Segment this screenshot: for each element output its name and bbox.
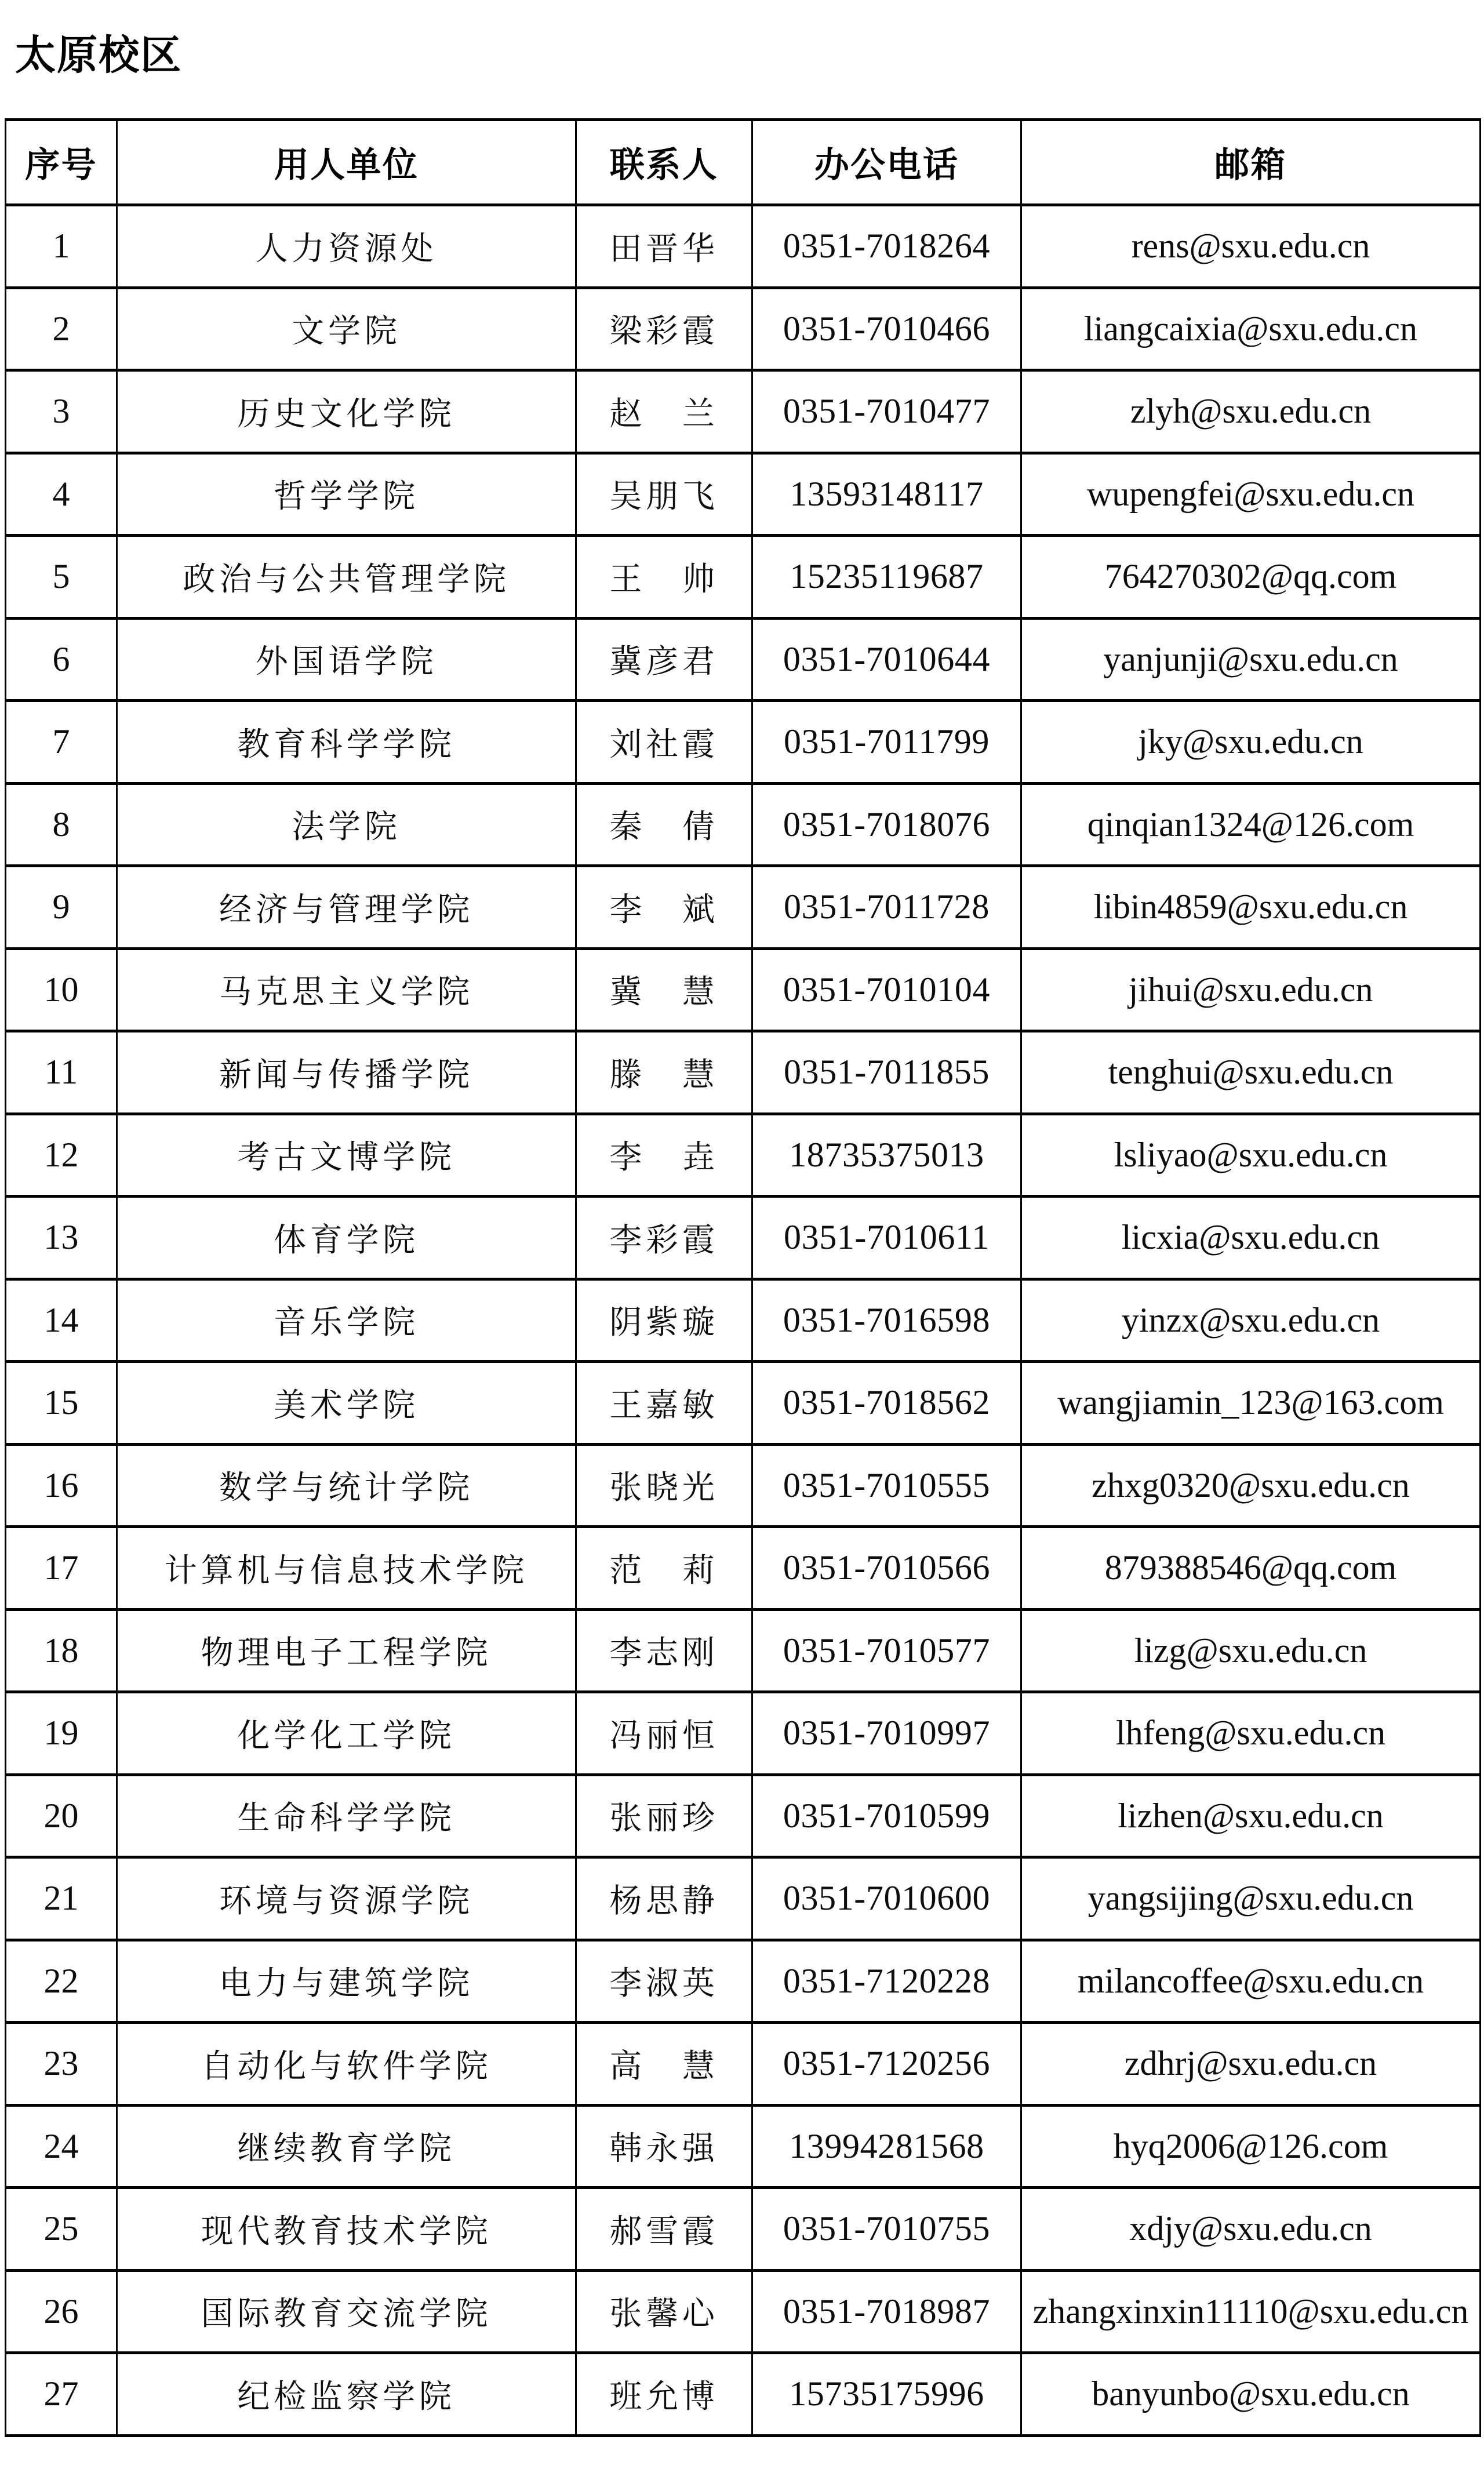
cell-index: 6 xyxy=(6,618,117,701)
cell-contact: 张丽珍 xyxy=(576,1775,752,1857)
cell-phone: 0351-7010644 xyxy=(752,618,1021,701)
cell-email: libin4859@sxu.edu.cn xyxy=(1021,866,1481,949)
cell-index: 17 xyxy=(6,1527,117,1610)
cell-contact: 田晋华 xyxy=(576,205,752,288)
cell-index: 13 xyxy=(6,1197,117,1279)
cell-index: 12 xyxy=(6,1114,117,1197)
cell-phone: 0351-7010566 xyxy=(752,1527,1021,1610)
table-row xyxy=(6,288,1481,370)
cell-unit: 新闻与传播学院 xyxy=(117,1031,576,1114)
cell-email: tenghui@sxu.edu.cn xyxy=(1021,1031,1481,1114)
cell-index: 27 xyxy=(6,2353,117,2436)
cell-index: 15 xyxy=(6,1362,117,1445)
cell-unit: 音乐学院 xyxy=(117,1279,576,1362)
cell-contact: 王 帅 xyxy=(576,536,752,619)
cell-email: hyq2006@126.com xyxy=(1021,2105,1481,2188)
cell-index: 5 xyxy=(6,536,117,619)
cell-phone: 0351-7010577 xyxy=(752,1609,1021,1692)
cell-phone: 13593148117 xyxy=(752,453,1021,536)
cell-index: 26 xyxy=(6,2270,117,2353)
cell-index: 18 xyxy=(6,1609,117,1692)
cell-email: yinzx@sxu.edu.cn xyxy=(1021,1279,1481,1362)
table-body xyxy=(6,205,1481,2436)
cell-unit: 政治与公共管理学院 xyxy=(117,536,576,619)
table-row xyxy=(6,1114,1481,1197)
table-row xyxy=(6,1527,1481,1610)
table-row xyxy=(6,1279,1481,1362)
cell-phone: 0351-7010104 xyxy=(752,948,1021,1031)
table-row xyxy=(6,2023,1481,2106)
cell-contact: 李志刚 xyxy=(576,1609,752,1692)
cell-contact: 班允博 xyxy=(576,2353,752,2436)
cell-unit: 生命科学学院 xyxy=(117,1775,576,1857)
cell-phone: 0351-7010611 xyxy=(752,1197,1021,1279)
cell-email: lizg@sxu.edu.cn xyxy=(1021,1609,1481,1692)
cell-unit: 环境与资源学院 xyxy=(117,1857,576,1940)
cell-unit: 国际教育交流学院 xyxy=(117,2270,576,2353)
cell-email: yangsijing@sxu.edu.cn xyxy=(1021,1857,1481,1940)
cell-phone: 0351-7010997 xyxy=(752,1692,1021,1775)
cell-unit: 哲学学院 xyxy=(117,453,576,536)
cell-phone: 15735175996 xyxy=(752,2353,1021,2436)
cell-contact: 王嘉敏 xyxy=(576,1362,752,1445)
cell-phone: 0351-7010600 xyxy=(752,1857,1021,1940)
cell-contact: 赵 兰 xyxy=(576,370,752,453)
table-row xyxy=(6,783,1481,866)
table-row xyxy=(6,370,1481,453)
cell-index: 7 xyxy=(6,701,117,784)
cell-email: wangjiamin_123@163.com xyxy=(1021,1362,1481,1445)
cell-contact: 张馨心 xyxy=(576,2270,752,2353)
cell-phone: 0351-7018562 xyxy=(752,1362,1021,1445)
table-row xyxy=(6,1031,1481,1114)
cell-index: 25 xyxy=(6,2188,117,2271)
table-row xyxy=(6,1362,1481,1445)
cell-phone: 0351-7018987 xyxy=(752,2270,1021,2353)
cell-unit: 计算机与信息技术学院 xyxy=(117,1527,576,1610)
cell-contact: 冀 慧 xyxy=(576,948,752,1031)
cell-phone: 13994281568 xyxy=(752,2105,1021,2188)
page-title: 太原校区 xyxy=(15,34,183,78)
cell-email: rens@sxu.edu.cn xyxy=(1021,205,1481,288)
cell-contact: 范 莉 xyxy=(576,1527,752,1610)
cell-index: 1 xyxy=(6,205,117,288)
cell-phone: 0351-7016598 xyxy=(752,1279,1021,1362)
cell-contact: 冯丽恒 xyxy=(576,1692,752,1775)
cell-unit: 电力与建筑学院 xyxy=(117,1940,576,2023)
col-header-contact: 联系人 xyxy=(576,120,752,205)
cell-unit: 化学化工学院 xyxy=(117,1692,576,1775)
cell-contact: 李 斌 xyxy=(576,866,752,949)
cell-email: licxia@sxu.edu.cn xyxy=(1021,1197,1481,1279)
cell-email: zhxg0320@sxu.edu.cn xyxy=(1021,1444,1481,1527)
cell-phone: 0351-7010466 xyxy=(752,288,1021,370)
cell-contact: 梁彩霞 xyxy=(576,288,752,370)
cell-index: 23 xyxy=(6,2023,117,2106)
cell-contact: 李淑英 xyxy=(576,1940,752,2023)
cell-contact: 刘社霞 xyxy=(576,701,752,784)
cell-index: 20 xyxy=(6,1775,117,1857)
cell-unit: 历史文化学院 xyxy=(117,370,576,453)
cell-unit: 继续教育学院 xyxy=(117,2105,576,2188)
cell-unit: 经济与管理学院 xyxy=(117,866,576,949)
cell-unit: 文学院 xyxy=(117,288,576,370)
cell-index: 9 xyxy=(6,866,117,949)
cell-email: milancoffee@sxu.edu.cn xyxy=(1021,1940,1481,2023)
cell-index: 22 xyxy=(6,1940,117,2023)
cell-contact: 李彩霞 xyxy=(576,1197,752,1279)
table-row xyxy=(6,2270,1481,2353)
cell-unit: 现代教育技术学院 xyxy=(117,2188,576,2271)
cell-contact: 韩永强 xyxy=(576,2105,752,2188)
cell-contact: 高 慧 xyxy=(576,2023,752,2106)
cell-unit: 体育学院 xyxy=(117,1197,576,1279)
cell-email: zlyh@sxu.edu.cn xyxy=(1021,370,1481,453)
table-row xyxy=(6,866,1481,949)
cell-email: qinqian1324@126.com xyxy=(1021,783,1481,866)
table-row xyxy=(6,1444,1481,1527)
cell-email: zhangxinxin11110@sxu.edu.cn xyxy=(1021,2270,1481,2353)
table-row xyxy=(6,536,1481,619)
cell-index: 3 xyxy=(6,370,117,453)
table-header-row xyxy=(6,120,1481,205)
cell-phone: 0351-7010555 xyxy=(752,1444,1021,1527)
col-header-email: 邮箱 xyxy=(1021,120,1481,205)
table-row xyxy=(6,1857,1481,1940)
cell-unit: 自动化与软件学院 xyxy=(117,2023,576,2106)
contact-table xyxy=(5,118,1481,2437)
col-header-phone: 办公电话 xyxy=(752,120,1021,205)
cell-email: zdhrj@sxu.edu.cn xyxy=(1021,2023,1481,2106)
cell-contact: 张晓光 xyxy=(576,1444,752,1527)
cell-email: wupengfei@sxu.edu.cn xyxy=(1021,453,1481,536)
cell-phone: 0351-7010477 xyxy=(752,370,1021,453)
table-row xyxy=(6,618,1481,701)
cell-unit: 马克思主义学院 xyxy=(117,948,576,1031)
cell-phone: 0351-7010755 xyxy=(752,2188,1021,2271)
cell-unit: 法学院 xyxy=(117,783,576,866)
cell-phone: 0351-7018076 xyxy=(752,783,1021,866)
cell-contact: 滕 慧 xyxy=(576,1031,752,1114)
cell-email: jky@sxu.edu.cn xyxy=(1021,701,1481,784)
cell-index: 24 xyxy=(6,2105,117,2188)
cell-unit: 外国语学院 xyxy=(117,618,576,701)
cell-email: lsliyao@sxu.edu.cn xyxy=(1021,1114,1481,1197)
cell-index: 21 xyxy=(6,1857,117,1940)
cell-index: 14 xyxy=(6,1279,117,1362)
table-row xyxy=(6,453,1481,536)
cell-phone: 0351-7011855 xyxy=(752,1031,1021,1114)
cell-index: 11 xyxy=(6,1031,117,1114)
table-row xyxy=(6,2105,1481,2188)
cell-contact: 杨思静 xyxy=(576,1857,752,1940)
cell-phone: 0351-7120256 xyxy=(752,2023,1021,2106)
cell-contact: 李 垚 xyxy=(576,1114,752,1197)
cell-phone: 0351-7010599 xyxy=(752,1775,1021,1857)
cell-email: jihui@sxu.edu.cn xyxy=(1021,948,1481,1031)
table-row xyxy=(6,1609,1481,1692)
cell-phone: 15235119687 xyxy=(752,536,1021,619)
table-row xyxy=(6,1692,1481,1775)
cell-index: 16 xyxy=(6,1444,117,1527)
cell-email: 879388546@qq.com xyxy=(1021,1527,1481,1610)
table-row xyxy=(6,2188,1481,2271)
cell-index: 10 xyxy=(6,948,117,1031)
table-row xyxy=(6,205,1481,288)
cell-index: 2 xyxy=(6,288,117,370)
cell-contact: 秦 倩 xyxy=(576,783,752,866)
cell-unit: 数学与统计学院 xyxy=(117,1444,576,1527)
cell-unit: 纪检监察学院 xyxy=(117,2353,576,2436)
cell-index: 4 xyxy=(6,453,117,536)
cell-unit: 考古文博学院 xyxy=(117,1114,576,1197)
cell-contact: 冀彦君 xyxy=(576,618,752,701)
table-row xyxy=(6,1775,1481,1857)
cell-unit: 美术学院 xyxy=(117,1362,576,1445)
table-row xyxy=(6,701,1481,784)
cell-phone: 0351-7018264 xyxy=(752,205,1021,288)
cell-email: xdjy@sxu.edu.cn xyxy=(1021,2188,1481,2271)
cell-phone: 0351-7120228 xyxy=(752,1940,1021,2023)
table-row xyxy=(6,2353,1481,2436)
col-header-unit: 用人单位 xyxy=(117,120,576,205)
col-header-index: 序号 xyxy=(6,120,117,205)
cell-email: banyunbo@sxu.edu.cn xyxy=(1021,2353,1481,2436)
cell-email: yanjunji@sxu.edu.cn xyxy=(1021,618,1481,701)
cell-phone: 0351-7011728 xyxy=(752,866,1021,949)
cell-unit: 物理电子工程学院 xyxy=(117,1609,576,1692)
cell-email: lizhen@sxu.edu.cn xyxy=(1021,1775,1481,1857)
cell-contact: 吴朋飞 xyxy=(576,453,752,536)
cell-index: 8 xyxy=(6,783,117,866)
cell-email: liangcaixia@sxu.edu.cn xyxy=(1021,288,1481,370)
cell-phone: 18735375013 xyxy=(752,1114,1021,1197)
cell-index: 19 xyxy=(6,1692,117,1775)
cell-phone: 0351-7011799 xyxy=(752,701,1021,784)
cell-contact: 郝雪霞 xyxy=(576,2188,752,2271)
cell-email: lhfeng@sxu.edu.cn xyxy=(1021,1692,1481,1775)
cell-unit: 人力资源处 xyxy=(117,205,576,288)
cell-email: 764270302@qq.com xyxy=(1021,536,1481,619)
cell-contact: 阴紫璇 xyxy=(576,1279,752,1362)
table-row xyxy=(6,1940,1481,2023)
table-row xyxy=(6,1197,1481,1279)
cell-unit: 教育科学学院 xyxy=(117,701,576,784)
table-row xyxy=(6,948,1481,1031)
